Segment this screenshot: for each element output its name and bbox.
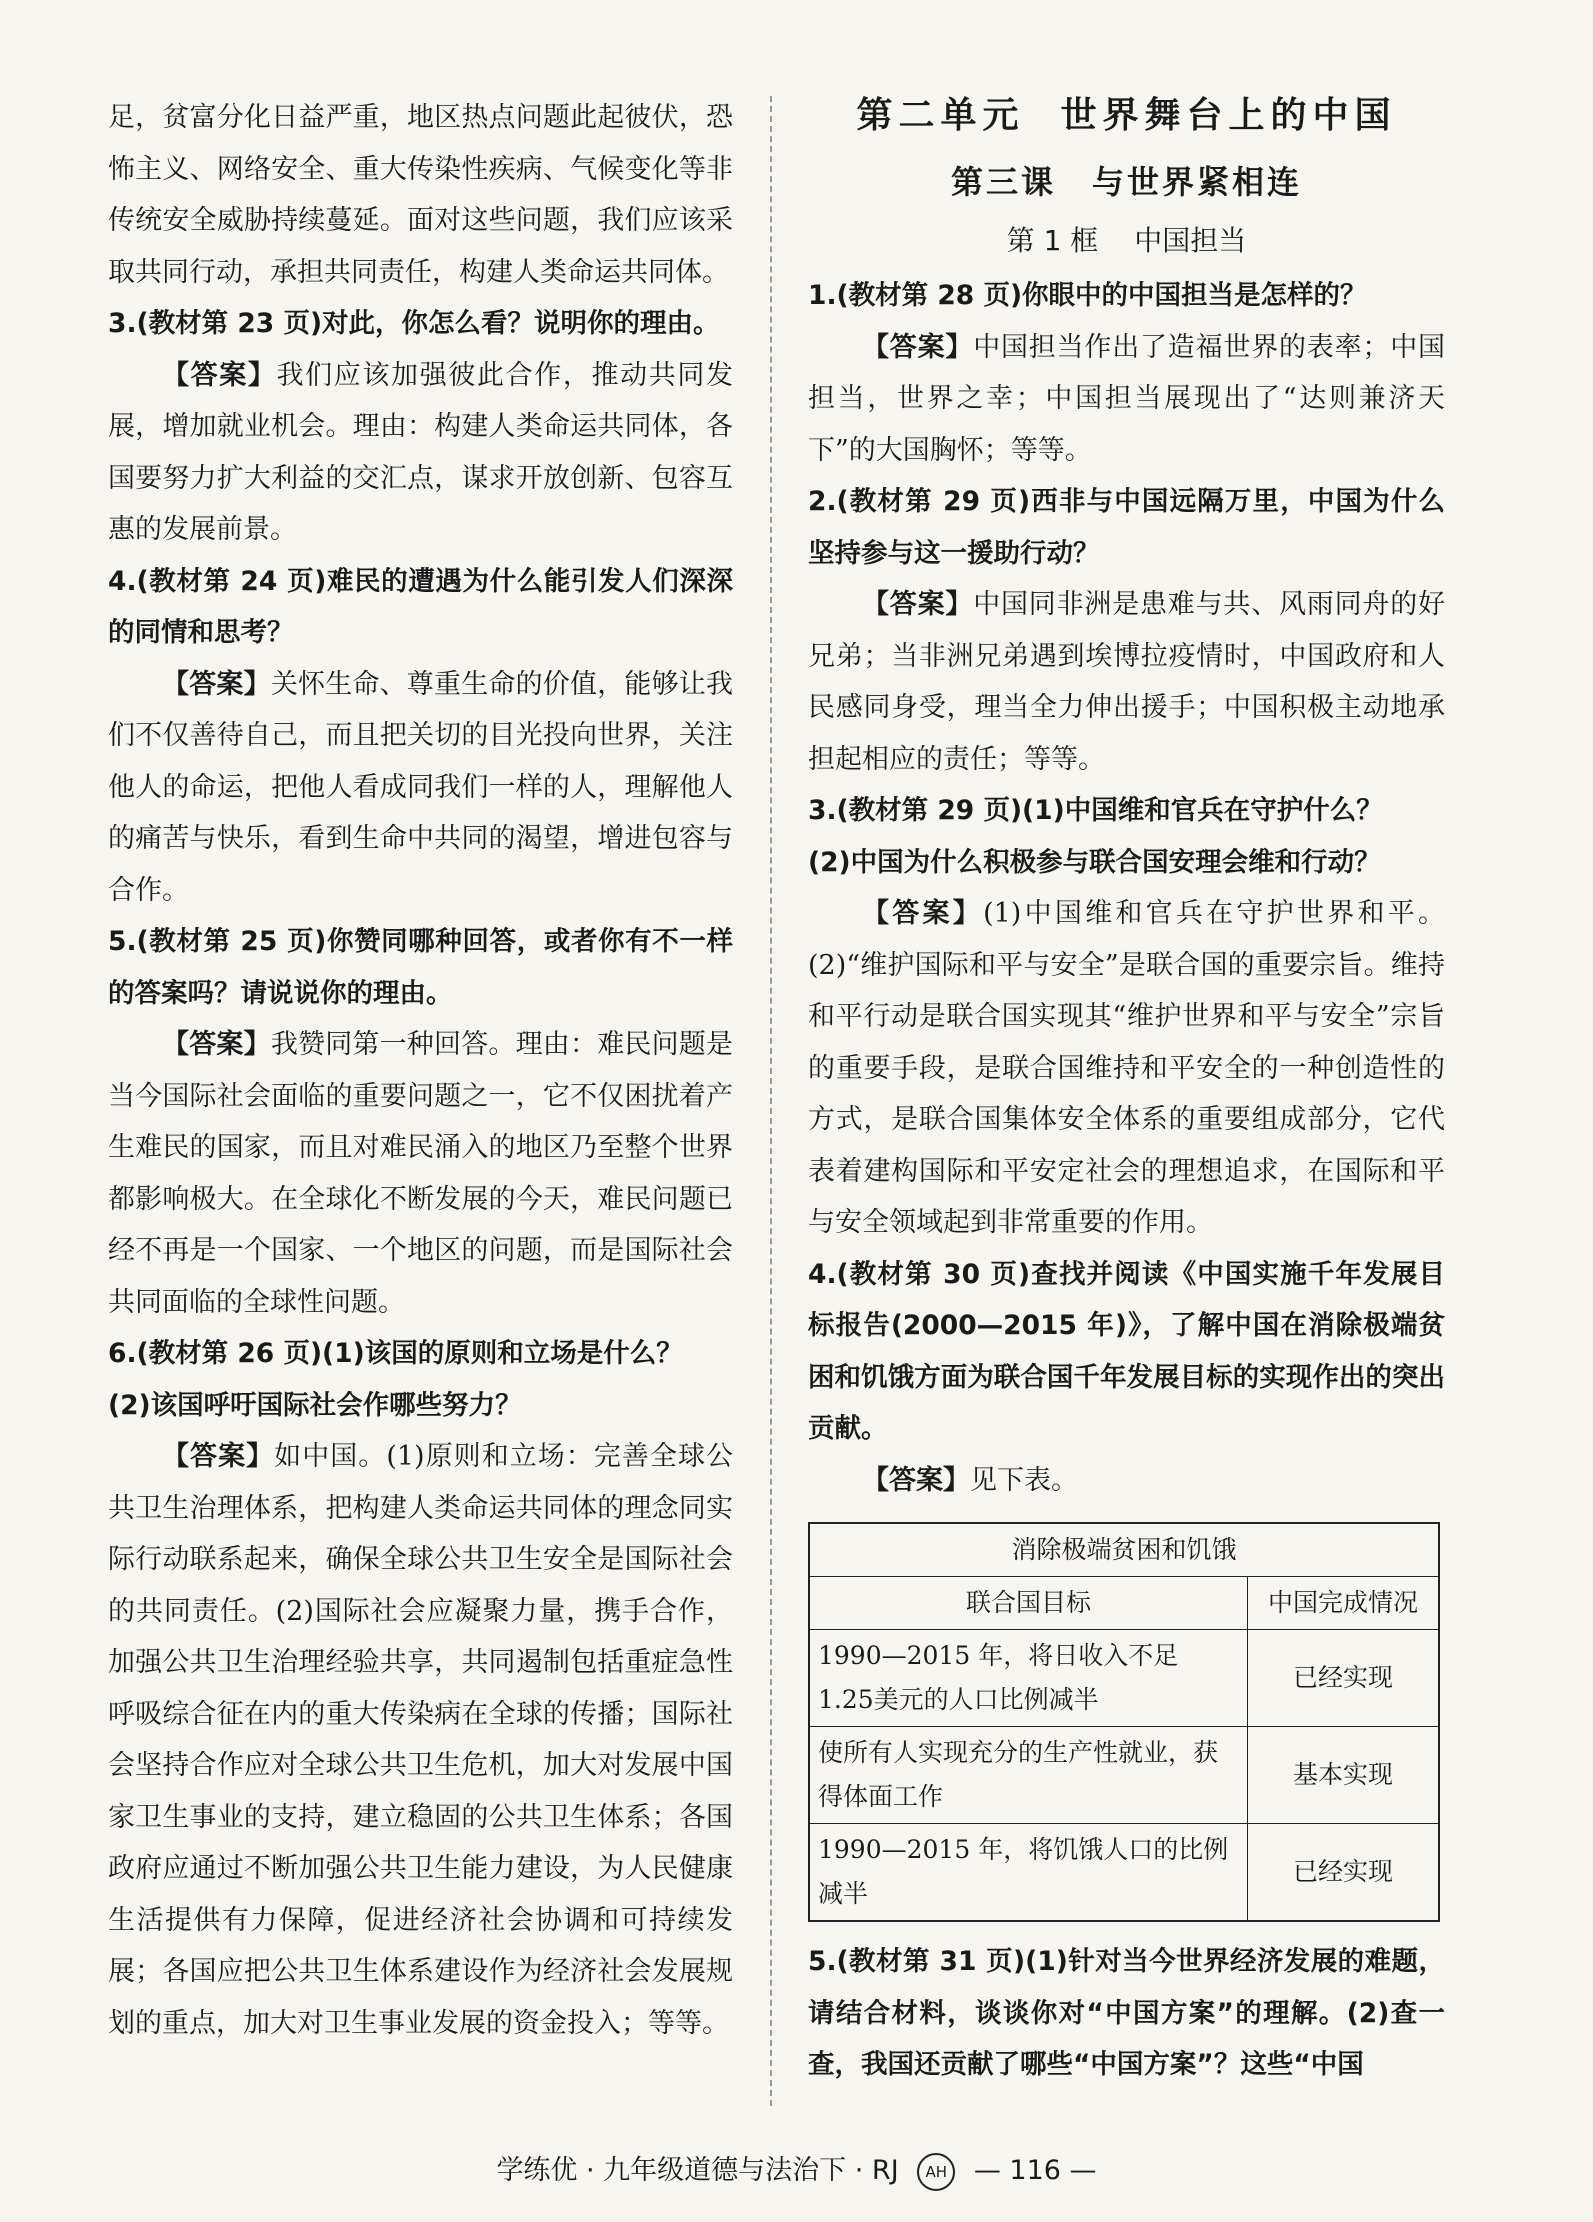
book-title: 学练优 · 九年级道德与法治下 · RJ — [496, 2155, 899, 2186]
question-3-part-2: (2)中国为什么积极参与联合国安理会维和行动？ — [808, 846, 1381, 878]
question-2: 2.(教材第 29 页)西非与中国远隔万里，中国为什么坚持参与这一援助行动？ — [808, 486, 1445, 569]
region-badge: AH — [917, 2153, 955, 2191]
left-column — [108, 92, 733, 2049]
question-4: 4.(教材第 24 页)难民的遭遇为什么能引发人们深深的同情和思考？ — [108, 565, 733, 648]
unit-number: 第二单元 — [856, 95, 1025, 136]
answer-text: 中国担当作出了造福世界的表率；中国担当，世界之幸；中国担当展现出了“达则兼济天下”的大国胸怀；等等。 — [808, 331, 1446, 466]
table-row — [809, 1630, 1439, 1727]
frame-name: 中国担当 — [1134, 224, 1247, 257]
lesson-title — [808, 158, 1445, 206]
goal-cell: 1990—2015 年，将日收入不足 1.25美元的人口比例减半 — [809, 1630, 1248, 1727]
table-caption: 消除极端贫困和饥饿 — [809, 1523, 1439, 1577]
answer-text: 我们应该加强彼此合作，推动共同发展，增加就业机会。理由：构建人类命运共同体，各国要努力扩大利益的交汇点，谋求开放创新、包容互惠的发展前景。 — [108, 359, 734, 545]
frame-number: 第 1 框 — [1006, 224, 1099, 257]
answer-tag: 【答案】 — [162, 668, 271, 700]
right-column — [808, 92, 1445, 2091]
answer-3 — [808, 888, 1445, 1249]
column-header-status: 中国完成情况 — [1248, 1577, 1440, 1630]
unit-name: 世界舞台上的中国 — [1060, 95, 1397, 136]
unit-title — [808, 92, 1445, 140]
question-3-part-1: 3.(教材第 29 页)(1)中国维和官兵在守护什么？ — [808, 795, 1383, 826]
goals-table — [808, 1522, 1440, 1922]
lesson-name: 与世界紧相连 — [1092, 163, 1303, 201]
answer-6 — [108, 1431, 733, 2049]
question-5: 5.(教材第 31 页)(1)针对当今世界经济发展的难题，请结合材料，谈谈你对“中国方案”的理解。(2)查一查，我国还贡献了哪些“中国方案”？这些“中国 — [808, 1946, 1445, 2080]
answer-3 — [108, 350, 733, 556]
question-6-part-2: (2)该国呼吁国际社会作哪些努力？ — [108, 1389, 522, 1421]
answer-tag: 【答案】 — [862, 589, 974, 620]
question-4: 4.(教材第 30 页)查找并阅读《中国实施千年发展目标报告(2000—2015 年)》，了解中国在消除极端贫困和饥饿方面为联合国千年发展目标的实现作出的突出贡献。 — [808, 1258, 1445, 1444]
answer-tag: 【答案】 — [862, 331, 974, 363]
answer-tag: 【答案】 — [162, 359, 277, 391]
goal-cell: 使所有人实现充分的生产性就业，获得体面工作 — [809, 1727, 1248, 1824]
frame-title — [808, 218, 1445, 264]
column-header-goal: 联合国目标 — [809, 1577, 1248, 1630]
answer-1 — [808, 322, 1445, 477]
answer-tag: 【答案】 — [162, 1029, 271, 1060]
question-6-part-1: 6.(教材第 26 页)(1)该国的原则和立场是什么？ — [108, 1338, 683, 1369]
question-3: 3.(教材第 23 页)对此，你怎么看？说明你的理由。 — [108, 308, 720, 339]
answer-tag: 【答案】 — [862, 1464, 970, 1496]
status-cell: 已经实现 — [1248, 1824, 1440, 1922]
status-cell: 已经实现 — [1248, 1630, 1440, 1727]
page-number: — 116 — — [973, 2155, 1097, 2186]
table-row — [809, 1727, 1439, 1824]
answer-text: (1)中国维和官兵在守护世界和平。(2)“维护国际和平与安全”是联合国的重要宗旨。维持和平行动是联合国实现其“维护世界和平与安全”宗旨的重要手段，是联合国维持和平安全的一种创造性的方式，是联合国集体安全体系的重要组成部分，它代表着建构国际和平安定社会的理想追求，在国际和平与安全领域起到非常重要的作用。 — [808, 898, 1446, 1238]
answer-tag: 【答案】 — [162, 1441, 275, 1472]
answer-2 — [808, 579, 1445, 785]
answer-text: 我赞同第一种回答。理由：难民问题是当今国际社会面临的重要问题之一，它不仅困扰着产生难民的国家，而且对难民涌入的地区乃至整个世界都影响极大。在全球化不断发展的今天，难民问题已经不再是一个国家、一个地区的问题，而是国际社会共同面临的全球性问题。 — [108, 1029, 734, 1318]
lesson-number: 第三课 — [950, 163, 1056, 201]
answer-5 — [108, 1019, 733, 1328]
answer-4 — [808, 1455, 1445, 1507]
answer-text: 关怀生命、尊重生命的价值，能够让我们不仅善待自己，而且把关切的目光投向世界，关注他人的命运，把他人看成同我们一样的人，理解他人的痛苦与快乐，看到生命中共同的渴望，增进包容与合作。 — [108, 668, 734, 906]
column-divider — [770, 96, 772, 2106]
answer-text: 见下表。 — [970, 1464, 1078, 1496]
status-cell: 基本实现 — [1248, 1727, 1440, 1824]
continued-answer: 足，贫富分化日益严重，地区热点问题此起彼伏，恐怖主义、网络安全、重大传染性疾病、气候变化等非传统安全威胁持续蔓延。面对这些问题，我们应该采取共同行动，承担共同责任，构建人类命运共同体。 — [108, 102, 733, 288]
question-1: 1.(教材第 28 页)你眼中的中国担当是怎样的？ — [808, 280, 1367, 311]
question-5: 5.(教材第 25 页)你赞同哪种回答，或者你有不一样的答案吗？请说说你的理由。 — [108, 926, 733, 1009]
table-header-row — [809, 1577, 1439, 1630]
goal-cell: 1990—2015 年，将饥饿人口的比例减半 — [809, 1824, 1248, 1922]
table-row — [809, 1824, 1439, 1922]
answer-tag: 【答案】 — [862, 898, 984, 929]
answer-4 — [108, 659, 733, 917]
answer-text: 如中国。(1)原则和立场：完善全球公共卫生治理体系，把构建人类命运共同体的理念同实际行动联系起来，确保全球公共卫生安全是国际社会的共同责任。(2)国际社会应凝聚力量，携手合作，加强公共卫生治理经验共享，共同遏制包括重症急性呼吸综合征在内的重大传染病在全球的传播；国际社会坚持合作应对全球公共卫生危机，加大对发展中国家卫生事业的支持，建立稳固的公共卫生体系；各国政府应通过不断加强公共卫生能力建设，为人民健康生活提供有力保障，促进经济社会协调和可持续发展；各国应把公共卫生体系建设作为经济社会发展规划的重点，加大对卫生事业发展的资金投入；等等。 — [108, 1441, 734, 2039]
answer-text: 中国同非洲是患难与共、风雨同舟的好兄弟；当非洲兄弟遇到埃博拉疫情时，中国政府和人民感同身受，理当全力伸出援手；中国积极主动地承担起相应的责任；等等。 — [808, 589, 1446, 775]
page-footer — [0, 2148, 1593, 2191]
table-caption-row — [809, 1523, 1439, 1577]
